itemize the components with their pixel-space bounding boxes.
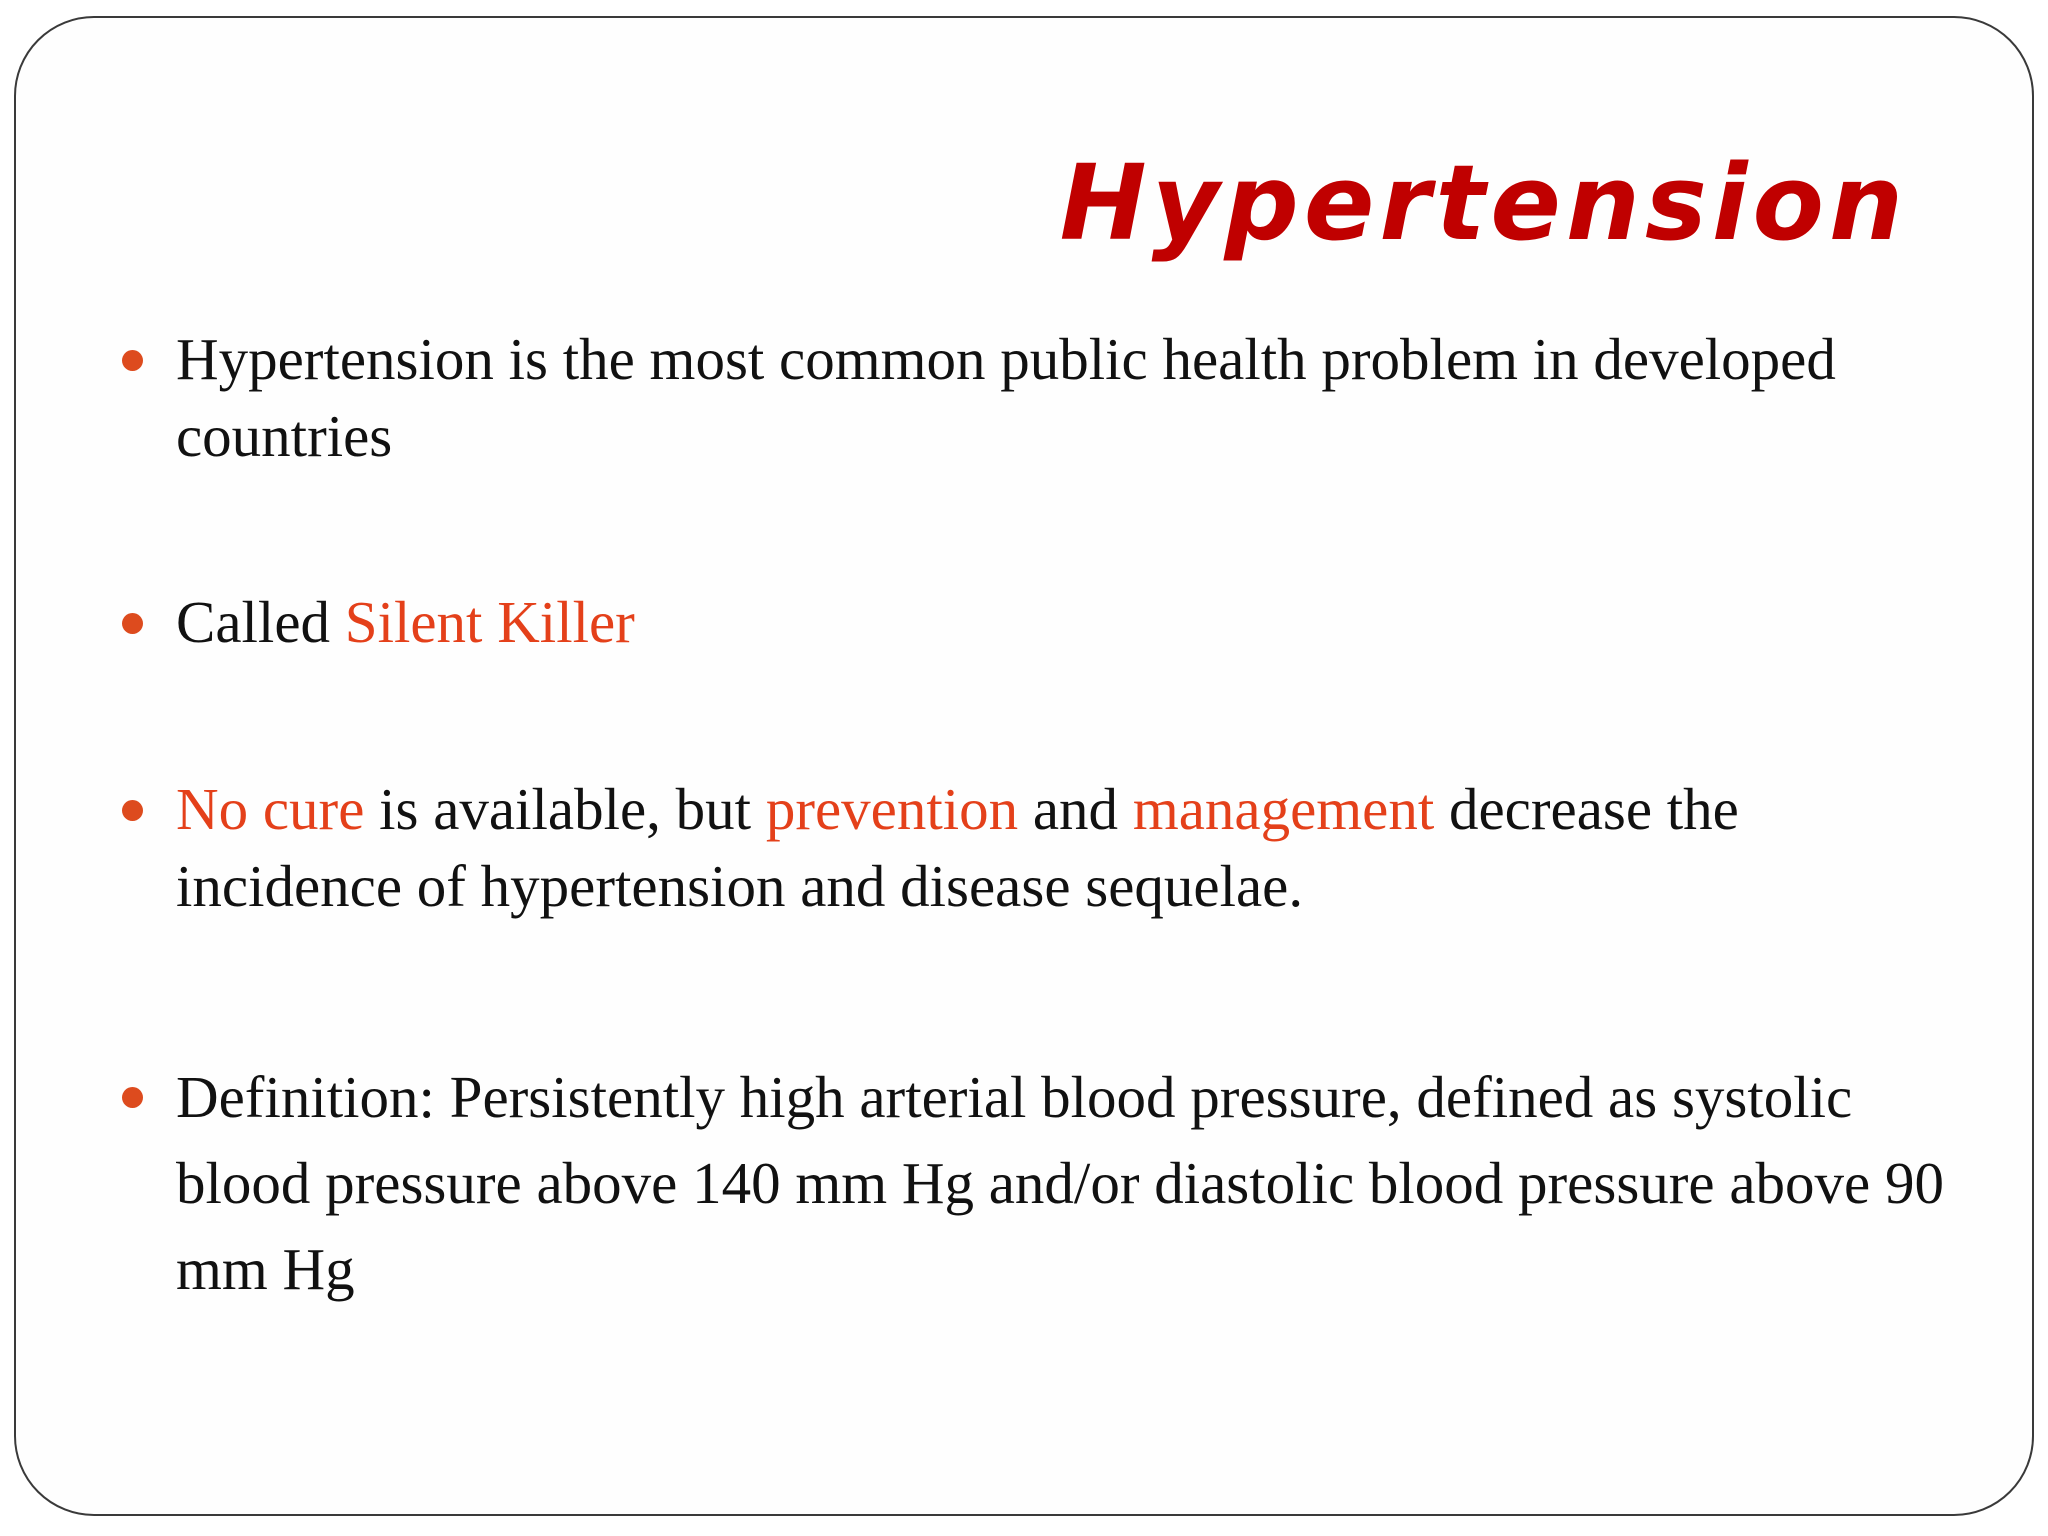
highlight-silent-killer: Silent Killer bbox=[344, 589, 635, 655]
bullet-text-prefix: Called bbox=[176, 589, 345, 655]
bullet-text: Definition: Persistently high arterial blood pressure, defined as systolic blood pressure above 140 mm Hg and/or diastolic blood pressure above 90 mm Hg bbox=[176, 1064, 1944, 1302]
highlight-prevention: prevention bbox=[765, 776, 1019, 842]
highlight-no-cure: No cure bbox=[176, 776, 365, 842]
bullet-dot-icon bbox=[122, 1087, 143, 1108]
highlight-management: management bbox=[1132, 776, 1435, 842]
bullet-text-segment: decrease the incidence of hypertension and disease sequelae. bbox=[176, 776, 1739, 919]
slide-frame bbox=[14, 16, 2034, 1516]
bullet-item bbox=[116, 584, 1976, 661]
bullet-dot-icon bbox=[122, 350, 143, 371]
bullet-text: Hypertension is the most common public health problem in developed countries bbox=[176, 326, 1836, 469]
bullet-dot-icon bbox=[122, 800, 143, 821]
bullet-text-segment: is available, but bbox=[364, 776, 766, 842]
bullet-item bbox=[116, 321, 1976, 475]
bullet-item bbox=[116, 771, 1976, 925]
bullet-text bbox=[176, 584, 1976, 661]
bullet-text-segment: and bbox=[1018, 776, 1133, 842]
bullet-text bbox=[176, 771, 1976, 925]
bullet-dot-icon bbox=[122, 613, 143, 634]
slide-title: Hypertension bbox=[1059, 142, 1908, 264]
bullet-item bbox=[116, 1054, 1976, 1312]
